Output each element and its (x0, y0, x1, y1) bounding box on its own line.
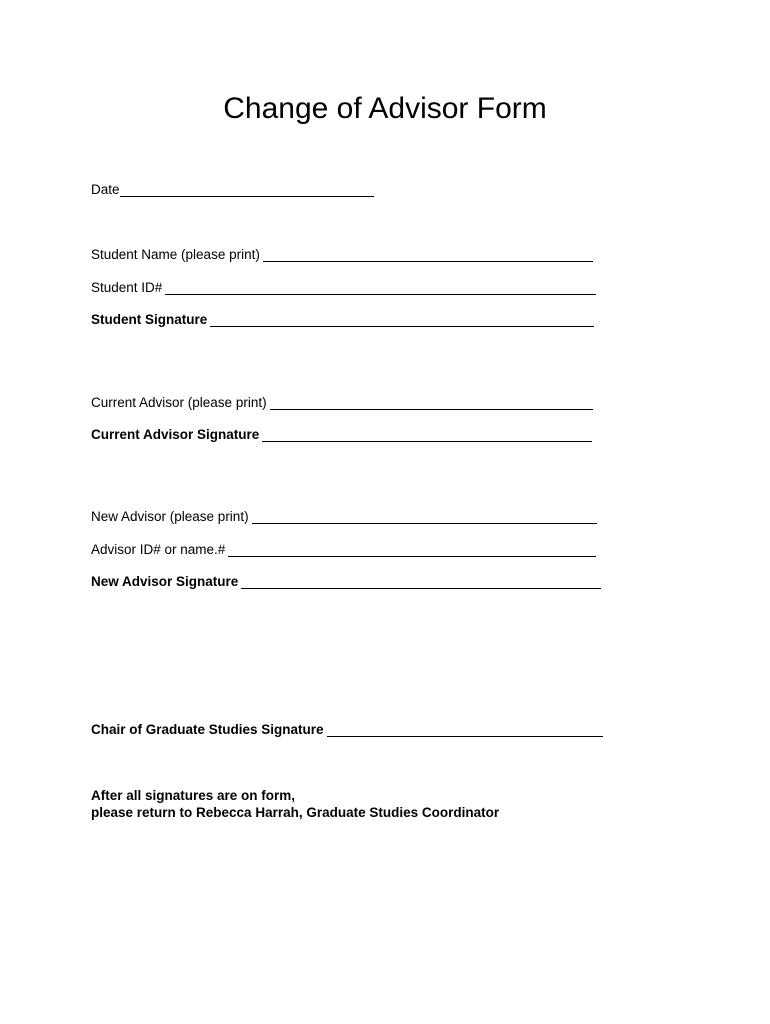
current-advisor-signature-blank-line[interactable] (262, 427, 592, 442)
return-instructions-line-2: please return to Rebecca Harrah, Graduate Studies Coordinator (91, 805, 500, 820)
chair-signature-field (91, 722, 603, 738)
student-name-label: Student Name (please print) (91, 247, 260, 262)
date-label: Date (91, 182, 120, 197)
current-advisor-signature-label: Current Advisor Signature (91, 427, 260, 442)
student-id-label: Student ID# (91, 280, 163, 295)
new-advisor-blank-line[interactable] (252, 509, 597, 524)
student-name-field (91, 247, 593, 263)
page-title: Change of Advisor Form (223, 92, 547, 125)
date-field (91, 182, 374, 198)
chair-signature-label: Chair of Graduate Studies Signature (91, 722, 324, 737)
current-advisor-label: Current Advisor (please print) (91, 395, 267, 410)
advisor-id-field (91, 542, 596, 558)
advisor-id-blank-line[interactable] (228, 542, 596, 557)
current-advisor-blank-line[interactable] (270, 395, 593, 410)
current-advisor-field (91, 395, 593, 411)
new-advisor-field (91, 509, 597, 525)
advisor-id-label: Advisor ID# or name.# (91, 542, 226, 557)
student-name-blank-line[interactable] (263, 247, 593, 262)
return-instructions-line-1: After all signatures are on form, (91, 788, 296, 803)
current-advisor-signature-field (91, 427, 592, 443)
student-signature-blank-line[interactable] (210, 312, 594, 327)
new-advisor-signature-label: New Advisor Signature (91, 574, 239, 589)
date-blank-line[interactable] (120, 182, 374, 197)
student-id-field (91, 280, 596, 296)
return-instructions (91, 787, 499, 821)
new-advisor-label: New Advisor (please print) (91, 509, 249, 524)
chair-signature-blank-line[interactable] (327, 722, 603, 737)
student-signature-label: Student Signature (91, 312, 208, 327)
new-advisor-signature-blank-line[interactable] (241, 574, 601, 589)
student-id-blank-line[interactable] (165, 280, 596, 295)
student-signature-field (91, 312, 594, 328)
new-advisor-signature-field (91, 574, 601, 590)
